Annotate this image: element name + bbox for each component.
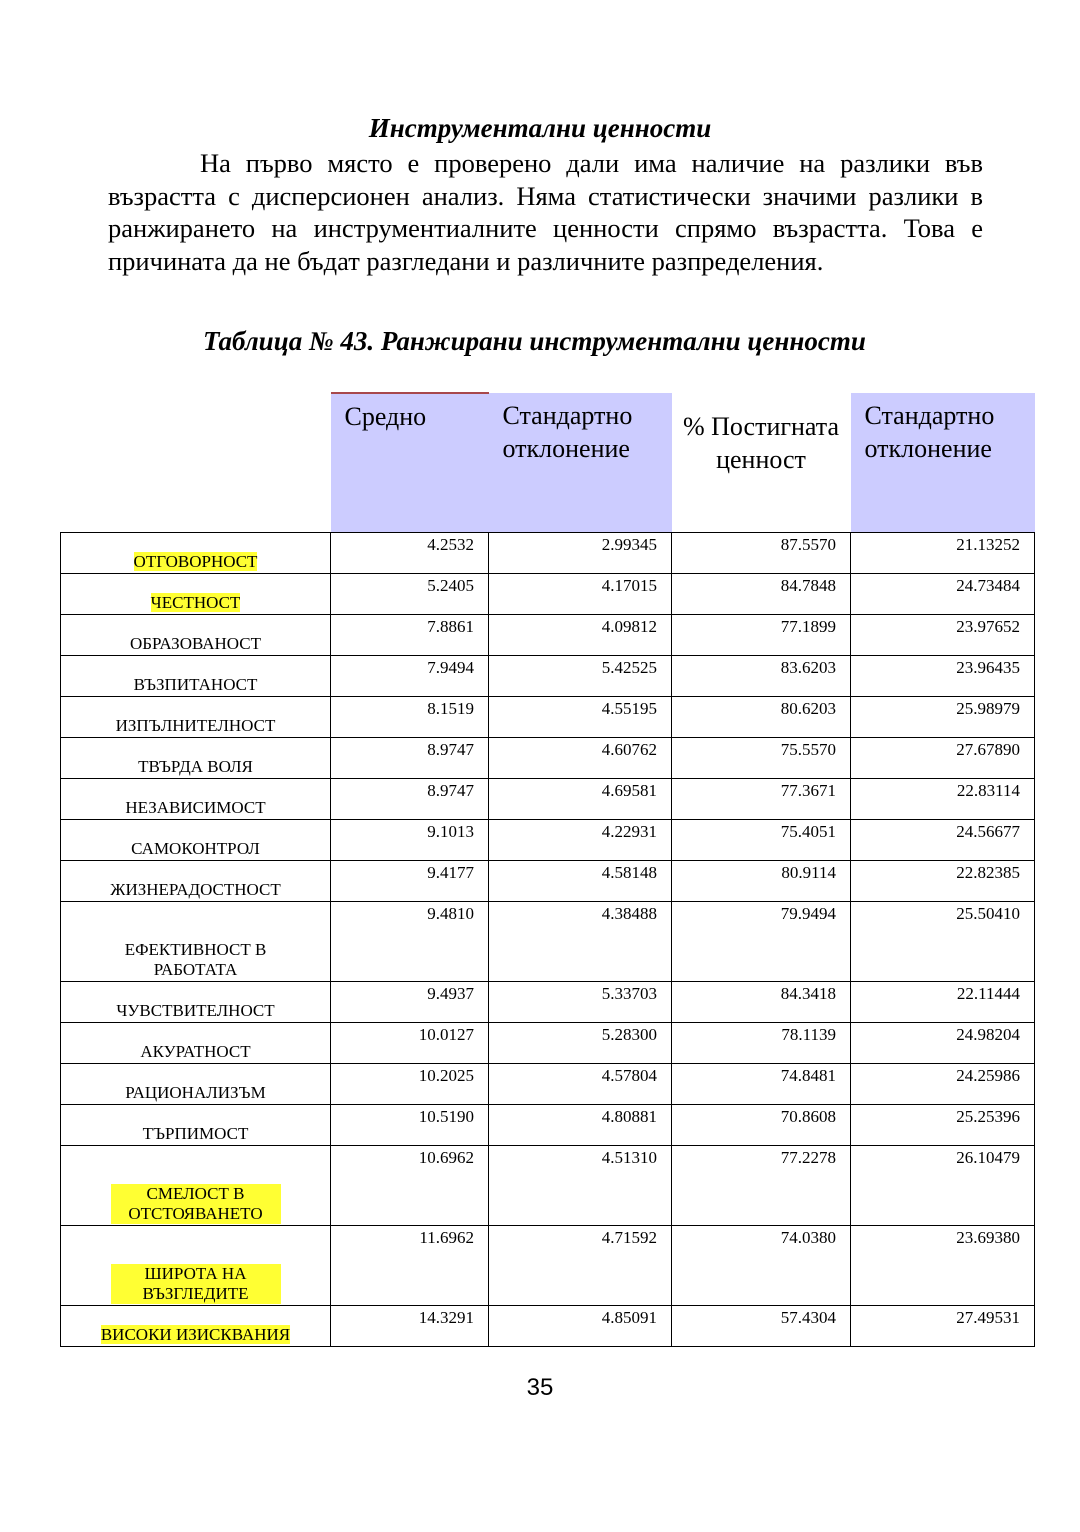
- table-row: [61, 861, 1035, 902]
- row-label: ВЪЗПИТАНОСТ: [133, 675, 258, 694]
- mean-cell: 9.4937: [331, 982, 489, 1023]
- table-row: [61, 820, 1035, 861]
- header-percent-achieved: % Постигната ценност: [672, 393, 851, 533]
- mean-cell: 8.1519: [331, 697, 489, 738]
- mean-cell: 9.4810: [331, 902, 489, 982]
- percent-cell: 75.5570: [672, 738, 851, 779]
- mean-cell: 10.2025: [331, 1064, 489, 1105]
- mean-cell: 9.1013: [331, 820, 489, 861]
- percent-cell: 78.1139: [672, 1023, 851, 1064]
- row-label: ЧЕСТНОСТ: [150, 593, 241, 612]
- std-dev-cell: 4.55195: [489, 697, 672, 738]
- percent-cell: 74.8481: [672, 1064, 851, 1105]
- row-label-cell: [61, 738, 331, 779]
- header-std-dev-2: Стандартно отклонение: [851, 393, 1035, 533]
- row-label-cell: [61, 615, 331, 656]
- table-row: [61, 1105, 1035, 1146]
- row-label: ТВЪРДА ВОЛЯ: [138, 757, 253, 776]
- row-label: РАЦИОНАЛИЗЪМ: [125, 1083, 266, 1102]
- std-dev-2-cell: 24.25986: [851, 1064, 1035, 1105]
- std-dev-2-cell: 27.67890: [851, 738, 1035, 779]
- row-label-cell: [61, 1105, 331, 1146]
- row-label: ОБРАЗОВАНОСТ: [130, 634, 261, 653]
- row-label: ИЗПЪЛНИТЕЛНОСТ: [115, 716, 276, 735]
- std-dev-2-cell: 25.98979: [851, 697, 1035, 738]
- body-paragraph-text: На първо място е проверено дали има наличие на разлики във възрастта с дисперсионен анализ. Няма статистически значими разлики в ранжирането на инструментиалните ценности спрямо възрастта. Това е причината да не бъдат разгледани и различните разпределения.: [108, 148, 983, 276]
- table-row: [61, 1023, 1035, 1064]
- std-dev-2-cell: 25.50410: [851, 902, 1035, 982]
- std-dev-2-cell: 23.97652: [851, 615, 1035, 656]
- table-row: [61, 982, 1035, 1023]
- percent-cell: 77.1899: [672, 615, 851, 656]
- std-dev-cell: 4.80881: [489, 1105, 672, 1146]
- mean-cell: 10.0127: [331, 1023, 489, 1064]
- std-dev-cell: 4.85091: [489, 1306, 672, 1347]
- percent-cell: 87.5570: [672, 533, 851, 574]
- std-dev-cell: 4.57804: [489, 1064, 672, 1105]
- std-dev-cell: 5.28300: [489, 1023, 672, 1064]
- page-number: 35: [526, 1374, 554, 1401]
- table-row: [61, 656, 1035, 697]
- table-row: [61, 1306, 1035, 1347]
- std-dev-cell: 4.51310: [489, 1146, 672, 1226]
- row-label-cell: [61, 656, 331, 697]
- std-dev-cell: 5.42525: [489, 656, 672, 697]
- percent-cell: 80.9114: [672, 861, 851, 902]
- mean-cell: 7.8861: [331, 615, 489, 656]
- values-table: [60, 392, 1035, 1347]
- percent-cell: 77.2278: [672, 1146, 851, 1226]
- std-dev-2-cell: 24.56677: [851, 820, 1035, 861]
- std-dev-cell: 4.60762: [489, 738, 672, 779]
- mean-cell: 5.2405: [331, 574, 489, 615]
- row-label-cell: [61, 533, 331, 574]
- std-dev-cell: 2.99345: [489, 533, 672, 574]
- header-std-dev: Стандартно отклонение: [489, 393, 672, 533]
- row-label-cell: [61, 1306, 331, 1347]
- section-heading: Инструментални ценности: [368, 113, 712, 143]
- std-dev-cell: 4.71592: [489, 1226, 672, 1306]
- row-label: ОТГОВОРНОСТ: [133, 552, 258, 571]
- row-label-cell: [61, 1146, 331, 1226]
- row-label-cell: [61, 1064, 331, 1105]
- table-row: [61, 533, 1035, 574]
- std-dev-2-cell: 22.11444: [851, 982, 1035, 1023]
- std-dev-2-cell: 26.10479: [851, 1146, 1035, 1226]
- table-caption: Таблица № 43. Ранжирани инструментални ценности: [203, 326, 866, 356]
- row-label-cell: [61, 697, 331, 738]
- row-label: НЕЗАВИСИМОСТ: [125, 798, 266, 817]
- table-row: [61, 738, 1035, 779]
- table-row: [61, 779, 1035, 820]
- table-row: [61, 1226, 1035, 1306]
- row-label: АКУРАТНОСТ: [140, 1042, 251, 1061]
- table-body: [61, 533, 1035, 1347]
- std-dev-2-cell: 24.98204: [851, 1023, 1035, 1064]
- row-label-cell: [61, 902, 331, 982]
- mean-cell: 10.6962: [331, 1146, 489, 1226]
- percent-cell: 75.4051: [672, 820, 851, 861]
- row-label: СМЕЛОСТ В ОТСТОЯВАНЕТО: [111, 1184, 281, 1224]
- mean-cell: 14.3291: [331, 1306, 489, 1347]
- std-dev-cell: 4.09812: [489, 615, 672, 656]
- header-mean: Средно: [331, 393, 489, 533]
- row-label: ЖИЗНЕРАДОСТНОСТ: [110, 880, 281, 899]
- std-dev-2-cell: 21.13252: [851, 533, 1035, 574]
- table-row: [61, 697, 1035, 738]
- body-paragraph: [108, 147, 983, 277]
- percent-cell: 84.3418: [672, 982, 851, 1023]
- row-label: ВИСОКИ ИЗИСКВАНИЯ: [100, 1325, 291, 1344]
- std-dev-2-cell: 22.83114: [851, 779, 1035, 820]
- percent-cell: 57.4304: [672, 1306, 851, 1347]
- std-dev-cell: 4.17015: [489, 574, 672, 615]
- table-header-row: [61, 393, 1035, 533]
- std-dev-cell: 5.33703: [489, 982, 672, 1023]
- mean-cell: 10.5190: [331, 1105, 489, 1146]
- table-row: [61, 1146, 1035, 1226]
- percent-cell: 80.6203: [672, 697, 851, 738]
- std-dev-2-cell: 24.73484: [851, 574, 1035, 615]
- table-row: [61, 1064, 1035, 1105]
- std-dev-2-cell: 27.49531: [851, 1306, 1035, 1347]
- row-label: ЕФЕКТИВНОСТ В РАБОТАТА: [124, 940, 267, 979]
- std-dev-cell: 4.58148: [489, 861, 672, 902]
- table-row: [61, 615, 1035, 656]
- mean-cell: 8.9747: [331, 779, 489, 820]
- std-dev-2-cell: 22.82385: [851, 861, 1035, 902]
- header-empty-cell: [61, 393, 331, 533]
- row-label-cell: [61, 574, 331, 615]
- row-label-cell: [61, 779, 331, 820]
- percent-cell: 74.0380: [672, 1226, 851, 1306]
- row-label: САМОКОНТРОЛ: [131, 839, 260, 858]
- row-label: ЧУВСТВИТЕЛНОСТ: [116, 1001, 275, 1020]
- std-dev-2-cell: 25.25396: [851, 1105, 1035, 1146]
- row-label-cell: [61, 820, 331, 861]
- table-row: [61, 902, 1035, 982]
- std-dev-cell: 4.22931: [489, 820, 672, 861]
- row-label-cell: [61, 1023, 331, 1064]
- mean-cell: 7.9494: [331, 656, 489, 697]
- row-label: ШИРОТА НА ВЪЗГЛЕДИТЕ: [111, 1264, 281, 1304]
- percent-cell: 77.3671: [672, 779, 851, 820]
- mean-cell: 9.4177: [331, 861, 489, 902]
- row-label-cell: [61, 861, 331, 902]
- row-label-cell: [61, 1226, 331, 1306]
- row-label: ТЪРПИМОСТ: [142, 1124, 249, 1143]
- percent-cell: 79.9494: [672, 902, 851, 982]
- table-row: [61, 574, 1035, 615]
- percent-cell: 70.8608: [672, 1105, 851, 1146]
- row-label-cell: [61, 982, 331, 1023]
- mean-cell: 8.9747: [331, 738, 489, 779]
- percent-cell: 83.6203: [672, 656, 851, 697]
- mean-cell: 11.6962: [331, 1226, 489, 1306]
- std-dev-cell: 4.38488: [489, 902, 672, 982]
- std-dev-cell: 4.69581: [489, 779, 672, 820]
- mean-cell: 4.2532: [331, 533, 489, 574]
- percent-cell: 84.7848: [672, 574, 851, 615]
- std-dev-2-cell: 23.69380: [851, 1226, 1035, 1306]
- std-dev-2-cell: 23.96435: [851, 656, 1035, 697]
